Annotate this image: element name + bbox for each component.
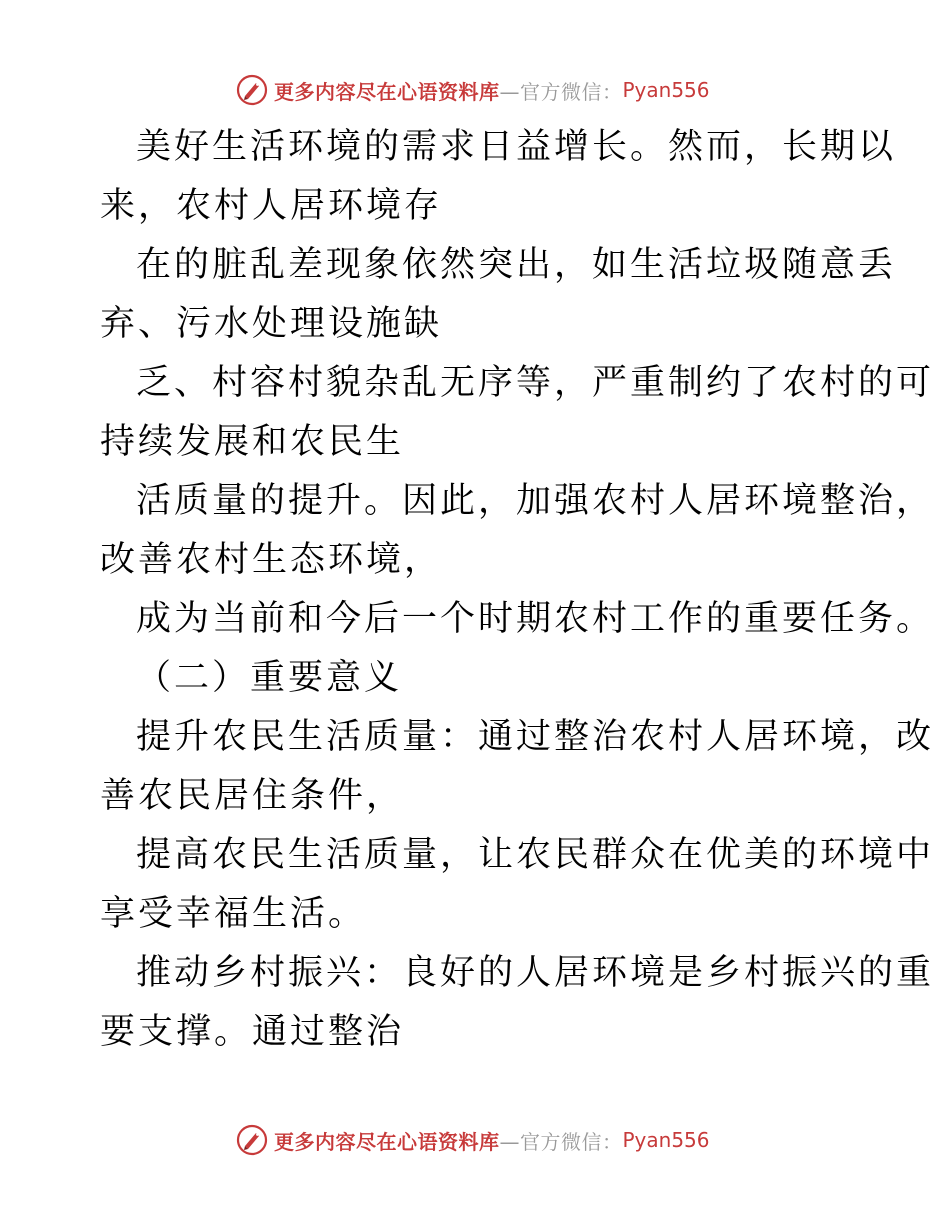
text-line: 在的脏乱差现象依然突出，如生活垃圾随意丢 [136, 245, 897, 285]
banner-wechat-id: Pyan556 [622, 78, 710, 102]
text-line: 享受幸福生活。 [100, 894, 367, 934]
banner-main-text: 更多内容尽在心语资料库 [274, 79, 500, 104]
banner-sub-text: —官方微信： [499, 79, 623, 104]
text-line: 乏、村容村貌杂乱无序等，严重制约了农村的可 [136, 363, 935, 403]
pen-seal-icon [236, 1124, 268, 1156]
text-line: 持续发展和农民生 [100, 422, 405, 462]
banner-sub-text: —官方微信： [499, 1129, 623, 1154]
text-line: 提升农民生活质量：通过整治农村人居环境，改 [136, 717, 935, 757]
banner-main-text: 更多内容尽在心语资料库 [274, 1129, 500, 1154]
banner-wechat-id: Pyan556 [622, 1128, 710, 1152]
pen-seal-icon [236, 74, 268, 106]
text-line: 善农民居住条件， [100, 776, 405, 816]
footer-banner [236, 1123, 710, 1157]
text-line: 提高农民生活质量，让农民群众在优美的环境中 [136, 835, 935, 875]
text-line: 要支撑。通过整治 [100, 1012, 405, 1052]
header-banner [236, 73, 710, 107]
text-line: 改善农村生态环境， [100, 540, 443, 580]
text-line: 推动乡村振兴：良好的人居环境是乡村振兴的重 [136, 953, 935, 993]
body-text [100, 118, 935, 1062]
text-line: 弃、污水处理设施缺 [100, 304, 443, 344]
text-line: 美好生活环境的需求日益增长。然而，长期以 [136, 127, 897, 167]
section-heading: （二）重要意义 [136, 658, 403, 698]
text-line: 成为当前和今后一个时期农村工作的重要任务。 [136, 599, 935, 639]
text-line: 活质量的提升。因此，加强农村人居环境整治， [136, 481, 935, 521]
text-line: 来，农村人居环境存 [100, 186, 443, 226]
